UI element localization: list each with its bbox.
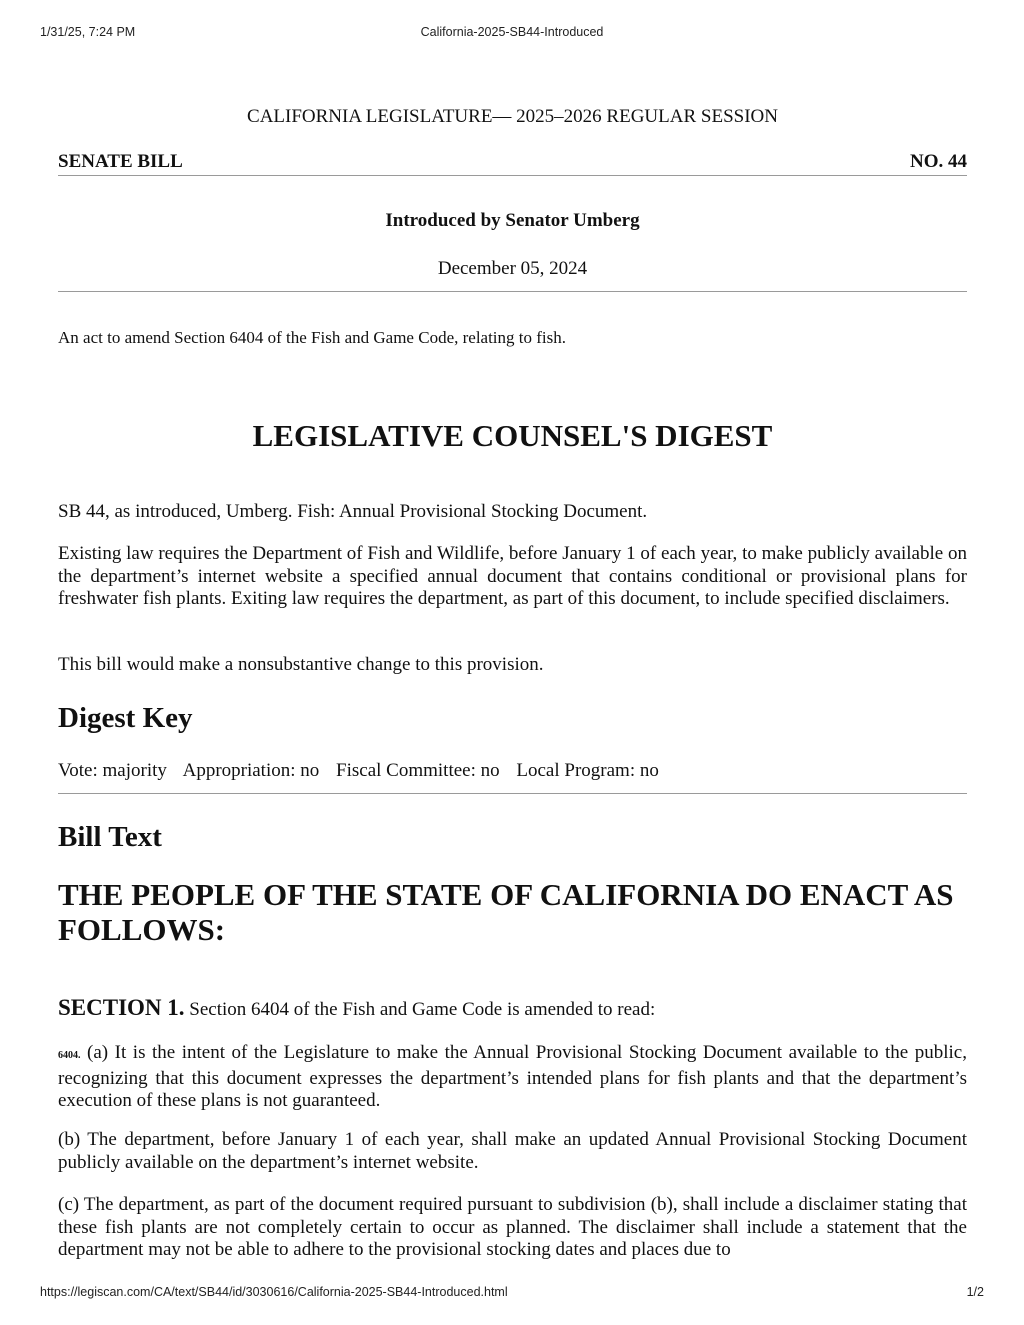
vote-value: Vote: majority [58, 760, 167, 781]
local-program-value: Local Program: no [516, 760, 659, 781]
subdivision-c: (c) The department, as part of the document required pursuant to subdivision (b), shall include a disclaimer stating that these fish plants are not completely certain to occur as planned. The disclaimer shall include a statement that the department may not be able to adhere to the provisional stocking dates and places due to [58, 1194, 967, 1260]
section-heading [58, 995, 967, 1021]
bill-identifier-row [58, 151, 967, 176]
subdivision-a [58, 1042, 967, 1113]
print-datetime: 1/31/25, 7:24 PM [40, 25, 136, 39]
bill-text-heading: Bill Text [58, 821, 162, 853]
fiscal-committee-value: Fiscal Committee: no [336, 760, 500, 781]
appropriation-value: Appropriation: no [182, 760, 320, 781]
session-heading: CALIFORNIA LEGISLATURE— 2025–2026 REGULAR SESSION [247, 106, 778, 127]
section-intro: Section 6404 of the Fish and Game Code is amended to read: [189, 999, 656, 1020]
print-title: California-2025-SB44-Introduced [420, 25, 604, 39]
divider [58, 291, 967, 292]
divider [58, 793, 967, 794]
introduced-by: Introduced by Senator Umberg [385, 210, 640, 231]
section-label: SECTION 1. [58, 995, 185, 1020]
digest-key-heading: Digest Key [58, 702, 193, 734]
bill-number: NO. 44 [910, 151, 967, 172]
section-number: 6404. [58, 1050, 81, 1061]
page-url: https://legiscan.com/CA/text/SB44/id/3030616/California-2025-SB44-Introduced.html [40, 1285, 508, 1299]
digest-title: LEGISLATIVE COUNSEL'S DIGEST [252, 418, 773, 453]
digest-key-values [58, 760, 967, 782]
page-number: 1/2 [966, 1285, 984, 1299]
act-description: An act to amend Section 6404 of the Fish and Game Code, relating to fish. [58, 328, 567, 347]
enacting-clause: THE PEOPLE OF THE STATE OF CALIFORNIA DO ENACT AS FOLLOWS: [58, 877, 954, 947]
digest-paragraph: Existing law requires the Department of Fish and Wildlife, before January 1 of each year, to make publicly available on the department’s internet website a specified annual document that contains conditional or provisional plans for freshwater fish plants. Exiting law requires the department, as part of this document, to include specified disclaimers. [58, 543, 967, 609]
introduced-date: December 05, 2024 [437, 258, 588, 279]
digest-paragraph: This bill would make a nonsubstantive change to this provision. [58, 654, 544, 675]
print-footer [0, 1285, 1024, 1303]
print-header [0, 25, 1024, 43]
subdivision-b: (b) The department, before January 1 of each year, shall make an updated Annual Provisional Stocking Document publicly available on the department’s internet website. [58, 1129, 967, 1173]
subdivision-a-text: (a) It is the intent of the Legislature to make the Annual Provisional Stocking Document available to the public, recognizing that this document expresses the department’s intended plans for fish plants and that the department’s execution of these plans is not guaranteed. [58, 1042, 967, 1111]
digest-summary: SB 44, as introduced, Umberg. Fish: Annual Provisional Stocking Document. [58, 501, 648, 522]
bill-type: SENATE BILL [58, 151, 183, 172]
